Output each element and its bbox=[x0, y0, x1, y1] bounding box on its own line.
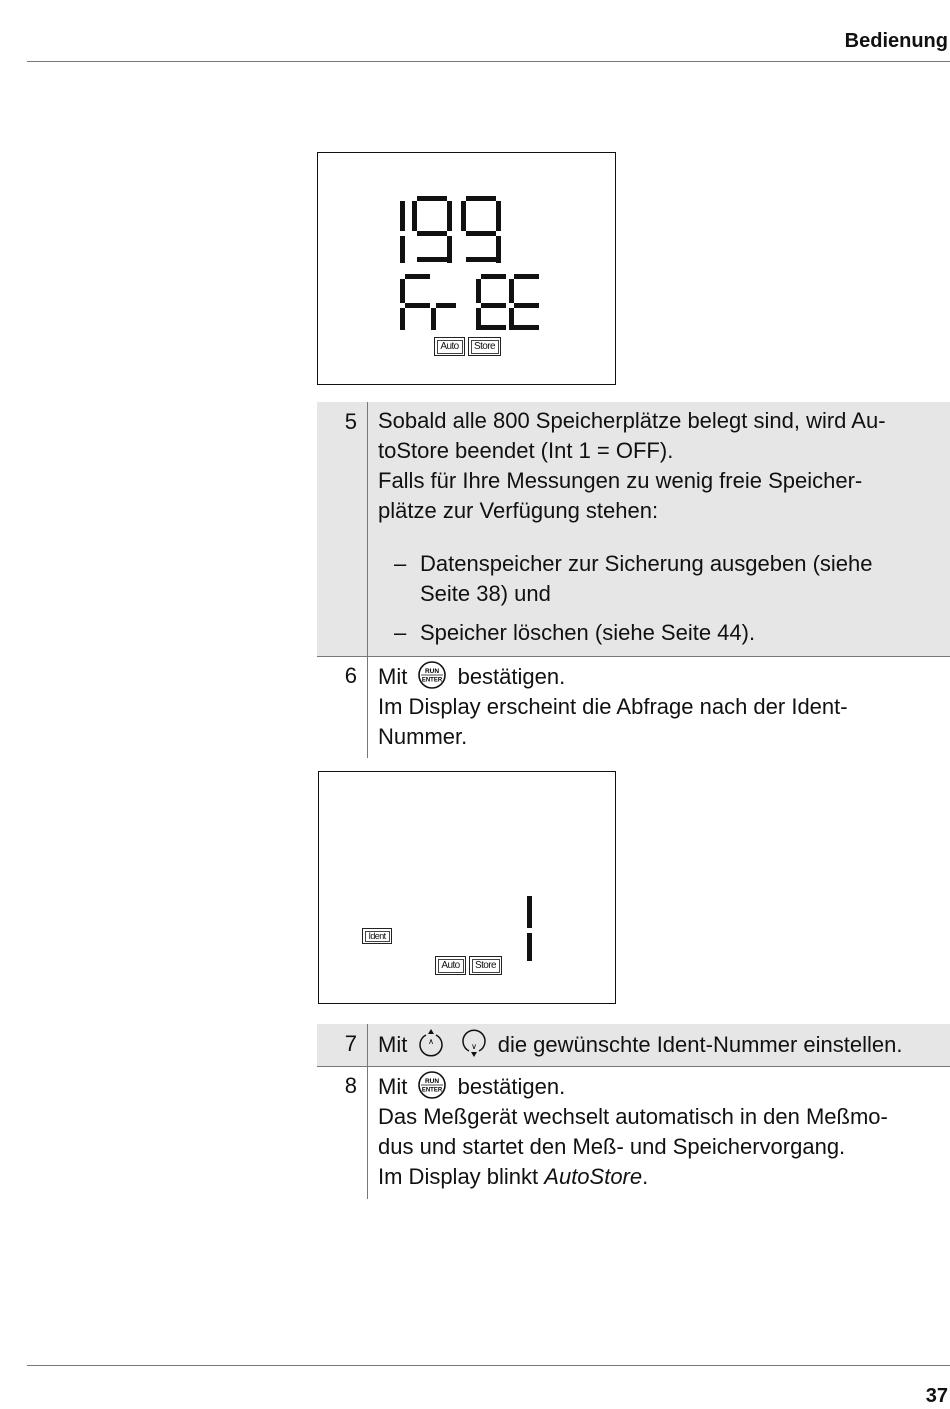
step-number: 5 bbox=[344, 409, 357, 434]
up-key-icon bbox=[417, 1028, 445, 1058]
step-number: 8 bbox=[344, 1073, 357, 1098]
down-key-icon bbox=[460, 1028, 488, 1058]
confirm-text: bestätigen. bbox=[457, 1074, 566, 1099]
bullet-dash: – bbox=[394, 551, 407, 576]
step-8-text bbox=[378, 1070, 938, 1192]
step-number: 7 bbox=[344, 1031, 357, 1056]
store-badge: Store bbox=[468, 337, 501, 356]
page-number: 37 bbox=[925, 1385, 948, 1407]
text-line bbox=[378, 1028, 938, 1060]
list-item bbox=[378, 618, 938, 648]
step-divider bbox=[367, 402, 368, 656]
mit-text: Mit bbox=[378, 1032, 408, 1057]
step-7 bbox=[317, 1024, 950, 1066]
step-number: 6 bbox=[344, 663, 357, 688]
bullet-dash: – bbox=[394, 620, 407, 645]
svg-text:∧: ∧ bbox=[428, 1037, 435, 1046]
store-badge: Store bbox=[469, 956, 502, 975]
bullet-list bbox=[378, 549, 938, 648]
text-line bbox=[378, 1070, 938, 1102]
ident-badge: Ident bbox=[362, 928, 392, 944]
step-divider bbox=[367, 1067, 368, 1199]
text-line: dus und startet den Meß- und Speichervorgang. bbox=[378, 1134, 846, 1159]
text-fragment: Im Display blinkt bbox=[378, 1164, 545, 1189]
key-enter-label: ENTER bbox=[422, 1087, 443, 1094]
mit-text: Mit bbox=[378, 664, 408, 689]
page-header-title: Bedienung bbox=[844, 30, 948, 52]
mit-text: Mit bbox=[378, 1074, 408, 1099]
text-fragment: . bbox=[642, 1164, 649, 1189]
header-rule bbox=[27, 61, 950, 62]
step-6-text bbox=[378, 660, 938, 752]
text-line: Sobald alle 800 Speicherplätze belegt sind, wird Au- bbox=[378, 408, 886, 433]
text-line: Speicher löschen (siehe Seite 44). bbox=[420, 620, 756, 645]
step-divider bbox=[367, 1024, 368, 1066]
step-7-text bbox=[378, 1028, 938, 1060]
autostore-term: AutoStore bbox=[544, 1164, 643, 1189]
text-line: toStore beendet (Int 1 = OFF). bbox=[378, 438, 674, 463]
step-divider bbox=[367, 657, 368, 758]
list-item bbox=[378, 549, 938, 609]
text-line bbox=[378, 660, 938, 692]
step-5 bbox=[317, 402, 950, 656]
text-line: Im Display erscheint die Abfrage nach der Ident- bbox=[378, 694, 848, 719]
step-6 bbox=[317, 657, 950, 758]
text-line: Das Meßgerät wechselt automatisch in den Meßmo- bbox=[378, 1104, 888, 1129]
lcd-segment-digit bbox=[319, 772, 617, 1005]
footer-rule bbox=[27, 1365, 950, 1366]
key-enter-label: ENTER bbox=[422, 677, 443, 684]
text-line: Seite 38) und bbox=[420, 581, 551, 606]
confirm-text: bestätigen. bbox=[457, 664, 566, 689]
text-line: Nummer. bbox=[378, 724, 468, 749]
lcd-display-free-slots bbox=[317, 152, 616, 385]
lcd-display-ident bbox=[318, 771, 616, 1004]
svg-text:∨: ∨ bbox=[470, 1042, 477, 1051]
auto-badge: Auto bbox=[434, 337, 465, 356]
text-line: Falls für Ihre Messungen zu wenig freie Speicher- bbox=[378, 468, 863, 493]
key-run-label: RUN bbox=[425, 1078, 440, 1085]
text-line: Datenspeicher zur Sicherung ausgeben (siehe bbox=[420, 551, 873, 576]
run-enter-key-icon bbox=[417, 1070, 447, 1100]
run-enter-key-icon bbox=[417, 660, 447, 690]
auto-badge: Auto bbox=[435, 956, 466, 975]
step-7-instruction: die gewünschte Ident-Nummer einstellen. bbox=[497, 1032, 903, 1057]
key-run-label: RUN bbox=[425, 668, 440, 675]
text-line: plätze zur Verfügung stehen: bbox=[378, 498, 659, 523]
text-line bbox=[378, 1162, 938, 1192]
step-8 bbox=[317, 1067, 950, 1199]
step-5-text bbox=[378, 406, 938, 657]
